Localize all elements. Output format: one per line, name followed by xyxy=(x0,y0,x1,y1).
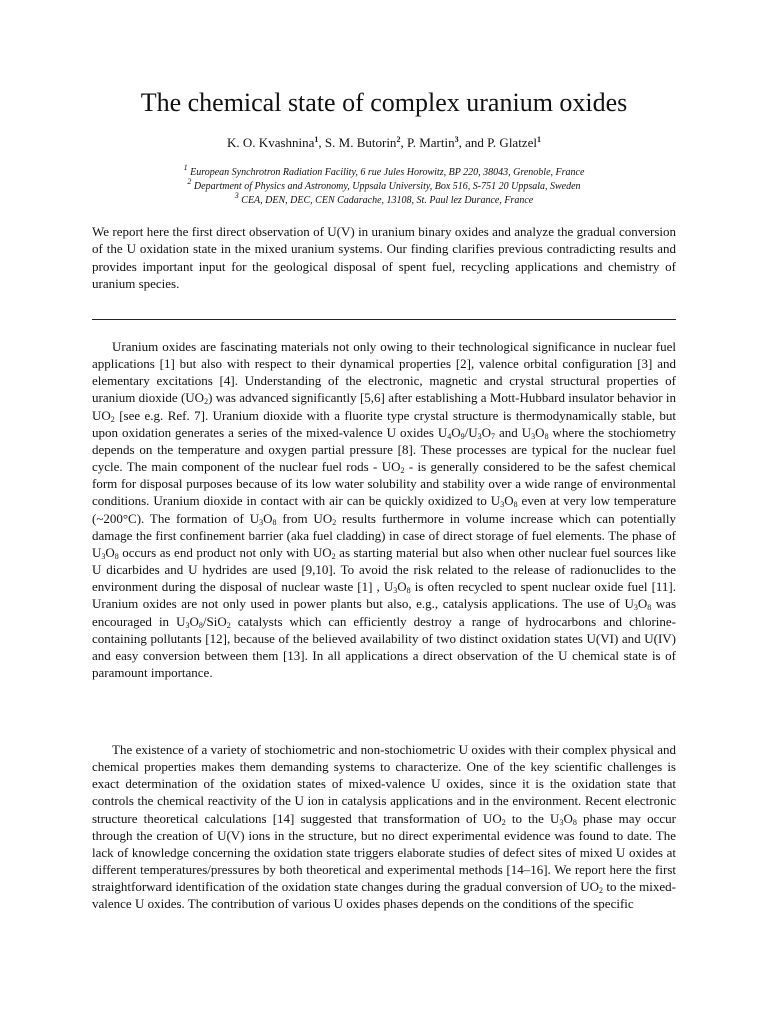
chemical-subscript: 2 xyxy=(599,886,604,896)
chemical-subscript: 3 xyxy=(500,500,505,510)
chemical-subscript: 8 xyxy=(272,517,277,527)
chemical-subscript: 2 xyxy=(110,414,115,424)
affiliation-line xyxy=(0,163,768,180)
chemical-subscript: 2 xyxy=(332,517,337,527)
affiliation-number: 3 xyxy=(234,191,239,200)
author-list: K. O. Kvashnina$^1$, S. M. Butorin$^2$, P. Martin$^3$, and P. Glatzel$^1$ xyxy=(227,135,541,150)
author-affiliation-mark: 1 xyxy=(314,135,319,144)
affiliation-text: European Synchrotron Radiation Facility, 6 rue Jules Horowitz, BP 220, 38043, Grenoble, France xyxy=(187,167,585,178)
body-paragraph-2: The existence of a variety of stochiometric and non-stochiometric U oxides with their complex physical and chemical properties makes them demanding systems to characterize. One of the key scientific challenges is exact determination of the oxidation states of mixed-valence U oxides, since it is the oxidation state that controls the chemical reactivity of the U ion in catalysis applications and in the environment. Recent electronic structure theoretical calculations [14] suggested that transformation of $UO_2$ to the $U_3O_8$ phase may occur through the creation of U(V) ions in the structure, but no direct experimental evidence was found to date. The lack of knowledge concerning the oxidation state triggers elaborate studies of defect sites of mixed U oxides at different temperatures/pressures by both theoretical and experimental methods [14–16]. We report here the first straightforward identification of the oxidation state changes during the gradual conversion of $UO_2$ to the mixed-valence U oxides. The contribution of various U oxides phases depends on the conditions of the specific xyxy=(92,742,676,912)
section-divider xyxy=(92,319,676,320)
affiliation-number: 1 xyxy=(183,163,188,172)
chemical-subscript: 8 xyxy=(406,586,411,596)
chemical-subscript: 2 xyxy=(400,466,405,476)
chemical-subscript: 3 xyxy=(531,431,536,441)
author-name: K. O. Kvashnina xyxy=(227,135,315,150)
paper-title: The chemical state of complex uranium oxides xyxy=(140,88,628,117)
chemical-subscript: 2 xyxy=(501,817,506,827)
chemical-subscript: 3 xyxy=(477,431,482,441)
author-affiliation-mark: 1 xyxy=(536,135,541,144)
affiliation-line xyxy=(0,191,768,208)
chemical-subscript: 8 xyxy=(544,431,549,441)
author-name: P. Glatzel xyxy=(487,135,537,150)
affiliation-line xyxy=(0,177,768,194)
chemical-subscript: 3 xyxy=(559,817,564,827)
chemical-subscript: 8 xyxy=(572,817,577,827)
chemical-subscript: 8 xyxy=(647,603,652,613)
chemical-subscript: 8 xyxy=(114,551,119,561)
chemical-subscript: 9 xyxy=(460,431,465,441)
chemical-subscript: 2 xyxy=(331,551,336,561)
author-affiliation-mark: 3 xyxy=(454,135,459,144)
affiliation-text: Department of Physics and Astronomy, Uppsala University, Box 516, S-751 20 Uppsala, Sweden xyxy=(191,181,581,192)
chemical-subscript: 3 xyxy=(101,551,106,561)
chemical-subscript: 3 xyxy=(259,517,264,527)
author-name: P. Martin xyxy=(406,135,455,150)
chemical-subscript: 2 xyxy=(204,397,209,407)
chemical-subscript: 7 xyxy=(491,431,496,441)
chemical-subscript: 3 xyxy=(393,586,398,596)
affiliation-number: 2 xyxy=(187,177,192,186)
chemical-subscript: 2 xyxy=(226,620,231,630)
body-paragraph-1: Uranium oxides are fascinating materials not only owing to their technological significance in nuclear fuel applications [1] but also with respect to their dynamical properties [2], valence orbital configuration [3] and elementary excitations [4]. Understanding of the electronic, magnetic and crystal structural properties of uranium dioxide $(UO_2)$ was advanced significantly [5,6] after establishing a Mott-Hubbard insulator behavior in $UO_2$ [see e.g. Ref. 7]. Uranium dioxide with a fluorite type crystal structure is thermodynamically stable, but upon oxidation generates a series of the mixed-valence U oxides $U_4O_9/U_3O_7$ and $U_3O_8$ where the stochiometry depends on the temperature and oxygen partial pressure [8]. These processes are typical for the nuclear fuel cycle. The main component of the nuclear fuel rods - $UO_2$ - is generally considered to be the safest chemical form for disposal purposes because of its low water solubility and stability over a wide range of environmental conditions. Uranium dioxide in contact with air can be quickly oxidized to $U_3O_8$ even at very low temperature (~200°C). The formation of $U_3O_8$ from $UO_2$ results furthermore in volume increase which can potentially damage the first confinement barrier (aka fuel cladding) in case of direct storage of fuel elements. The phase of $U_3O_8$ occurs as end product not only with $UO_2$ as starting material but also when other nuclear fuel sources like U dicarbides and U hydrides are used [9,10]. To avoid the risk related to the release of radionuclides to the environment during the disposal of nuclear waste [1] , $U_3O_8$ is often recycled to spent nuclear oxide fuel [11]. Uranium oxides are not only used in power plants but also, e.g., catalysis applications. The use of $U_3O_8$ was encouraged in $U_3O_8/SiO_2$ catalysts which can efficiently destroy a range of hydrocarbons and chlorine-containing pollutants [12], because of the believed availability of two distinct oxidation states U(VI) and U(IV) and easy conversion between them [13]. In all applications a direct observation of the U chemical state is of paramount importance. xyxy=(92,339,677,680)
author-affiliation-mark: 2 xyxy=(396,135,401,144)
chemical-subscript: 8 xyxy=(198,620,203,630)
chemical-subscript: 3 xyxy=(185,620,190,630)
chemical-subscript: 4 xyxy=(447,431,452,441)
chemical-subscript: 3 xyxy=(633,603,638,613)
author-name: S. M. Butorin xyxy=(324,135,397,150)
affiliation-text: CEA, DEN, DEC, CEN Cadarache, 13108, St. Paul lez Durance, France xyxy=(238,195,534,206)
abstract: We report here the first direct observation of U(V) in uranium binary oxides and analyze the gradual conversion of the U oxidation state in the mixed uranium systems. Our finding clarifies previous contradicting results and provides important input for the geological disposal of spent fuel, recycling applications and chemistry of uranium species. xyxy=(92,224,676,291)
chemical-subscript: 8 xyxy=(513,500,518,510)
affiliation-list xyxy=(0,163,768,208)
